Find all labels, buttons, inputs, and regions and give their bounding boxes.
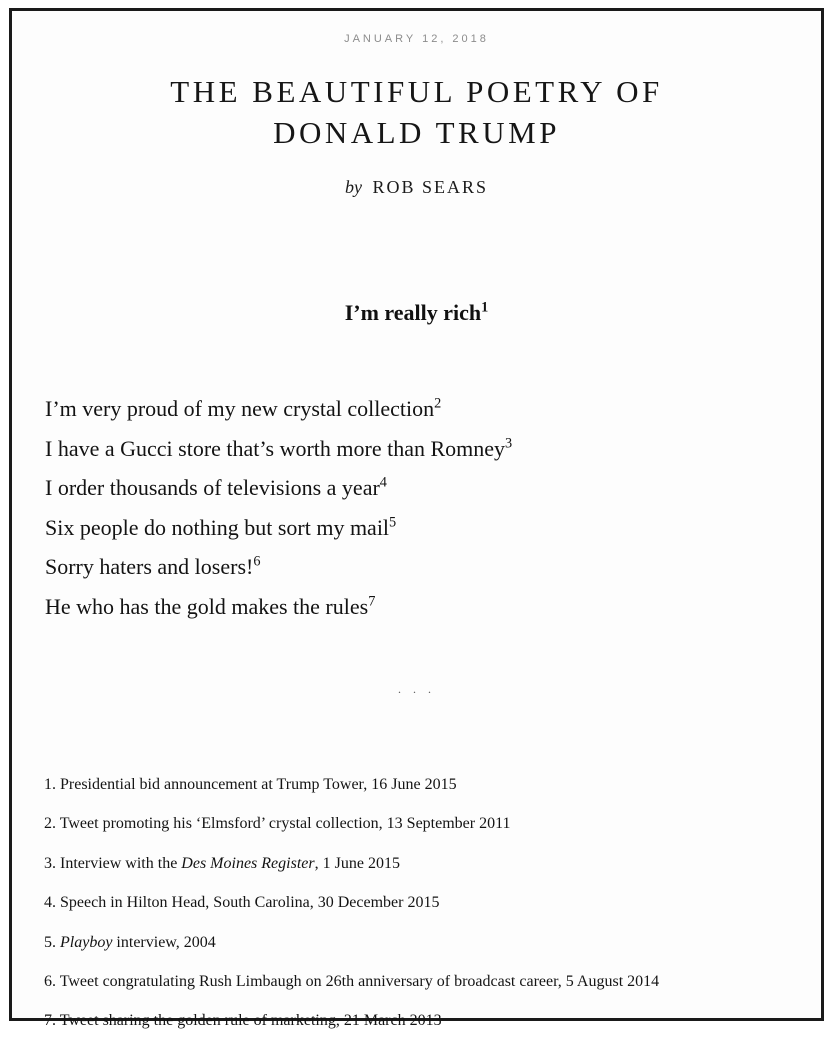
article-title-line-2: DONALD TRUMP [273, 115, 560, 150]
footnote-italic: Playboy [60, 933, 113, 951]
footnote-text: Interview with the [60, 854, 182, 872]
poem-line [45, 389, 801, 429]
footnote-ref[interactable]: 1 [481, 299, 489, 316]
footnote-ref[interactable]: 5 [389, 514, 397, 531]
footnote-text: Presidential bid announcement at Trump Tower, 16 June 2015 [60, 776, 457, 793]
footnote-item [44, 923, 811, 962]
poem-line-text: I’m very proud of my new crystal collection [45, 396, 435, 421]
footnote-item [44, 962, 811, 1001]
footnote-ref[interactable]: 7 [368, 593, 376, 610]
article-title [12, 71, 821, 153]
poem-line-text: Sorry haters and losers! [45, 554, 254, 579]
footnote-text: Speech in Hilton Head, South Carolina, 30 December 2015 [60, 894, 440, 912]
poem-line [45, 547, 801, 587]
footnote-item [44, 844, 811, 883]
poem-title [12, 300, 821, 326]
footnote-text-end: , 1 June 2015 [314, 854, 400, 872]
article-date: JANUARY 12, 2018 [344, 33, 489, 45]
poem-line-text: I order thousands of televisions a year [45, 475, 380, 500]
poem-line [45, 587, 801, 627]
footnote-number: 4. [44, 894, 56, 912]
section-divider: · · · [397, 685, 436, 699]
article-frame [9, 8, 824, 1030]
footnote-italic: Des Moines Register [181, 854, 315, 872]
author-name: ROB SEARS [372, 177, 489, 197]
footnote-ref[interactable]: 2 [434, 395, 442, 412]
footnote-ref[interactable]: 6 [253, 553, 261, 570]
poem-line-text: He who has the gold makes the rules [45, 593, 369, 619]
byline [12, 177, 821, 198]
footnote-number: 1. [44, 776, 56, 793]
footnote-ref[interactable]: 3 [505, 435, 513, 452]
footnote-number: 3. [44, 854, 56, 872]
footnote-item [44, 804, 811, 843]
poem-line-text: Six people do nothing but sort my mail [45, 514, 390, 540]
footnote-text: Tweet sharing the golden rule of marketing, 21 March 2013 [59, 1012, 442, 1030]
footnote-number: 6. [44, 973, 56, 991]
byline-prefix: by [344, 177, 362, 197]
footnote-text: Tweet congratulating Rush Limbaugh on 26th anniversary of broadcast career, 5 August 2014 [59, 973, 660, 991]
poem-line-text: I have a Gucci store that’s worth more than Romney [45, 435, 506, 461]
poem-line [45, 429, 801, 469]
footnote-number: 5. [44, 933, 56, 951]
footnote-number: 7. [44, 1012, 56, 1030]
article-title-line-1: THE BEAUTIFUL POETRY OF [170, 74, 663, 109]
poem-body [45, 389, 801, 626]
footnote-ref[interactable]: 4 [379, 474, 387, 491]
poem-title-text: I’m really rich [344, 300, 482, 325]
footnote-text: Tweet promoting his ‘Elmsford’ crystal collection, 13 September 2011 [59, 815, 511, 833]
footnote-item [44, 1001, 811, 1040]
footnote-number: 2. [44, 815, 56, 833]
footnote-item [44, 765, 811, 804]
footnote-text-end: interview, 2004 [112, 933, 216, 951]
footnotes-list [44, 765, 811, 1041]
poem-line [45, 508, 801, 548]
poem-line [45, 468, 801, 508]
footnote-item [44, 883, 811, 922]
